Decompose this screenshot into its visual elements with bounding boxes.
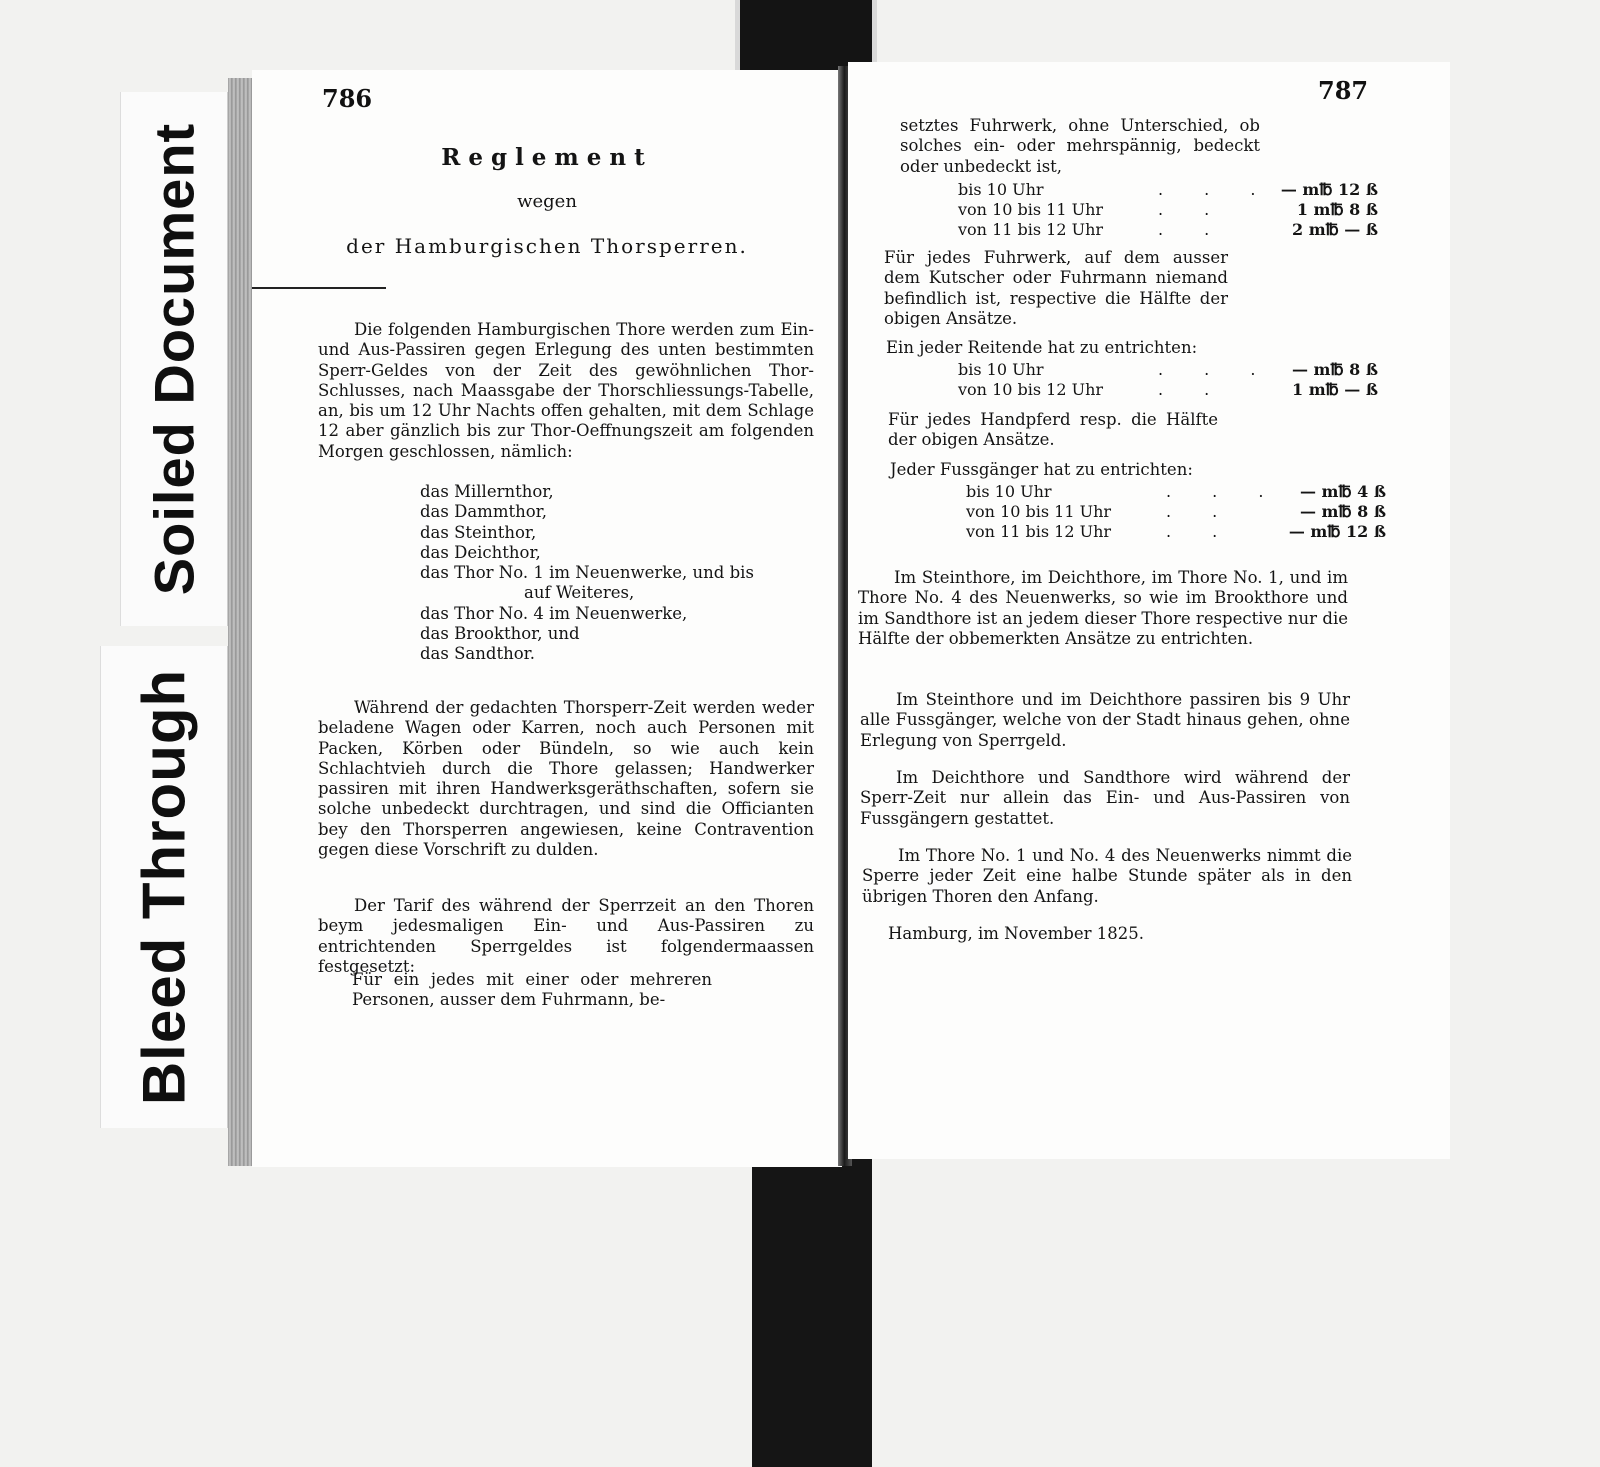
rate-dots: . . . xyxy=(1158,360,1274,379)
rate-label: bis 10 Uhr xyxy=(958,180,1044,199)
rate-label: von 10 bis 11 Uhr xyxy=(958,200,1104,219)
rate-label: von 11 bis 12 Uhr xyxy=(958,220,1104,239)
fuhrwerk-start-paragraph: Für ein jedes mit einer oder mehreren Personen, ausser dem Fuhrmann, be- xyxy=(352,970,712,1010)
rate-label: bis 10 Uhr xyxy=(966,482,1052,501)
rate-row xyxy=(958,180,1378,200)
gate-list xyxy=(420,482,820,665)
right-page xyxy=(848,62,1450,1159)
list-item: das Brookthor, und xyxy=(420,624,580,644)
rate-row xyxy=(958,360,1378,380)
9-uhr-paragraph: Im Steinthore und im Deichthore passiren bis 9 Uhr alle Fussgänger, welche von der Stadt hinaus gehen, ohne Erlegung von Sperrgeld. xyxy=(860,690,1350,750)
list-item: das Deichthor, xyxy=(420,542,541,562)
fussganger-paragraph: Jeder Fussgänger hat zu entrichten: xyxy=(890,460,1193,479)
title-rule xyxy=(252,287,386,289)
list-item: das Thor No. 4 im Neuenwerke, xyxy=(420,603,688,623)
page-subtitle: wegen xyxy=(517,191,577,212)
rate-row xyxy=(958,380,1378,400)
binding-ribbon-bottom xyxy=(752,1150,872,1467)
left-page xyxy=(252,70,842,1167)
fuhrwerk-paragraph: Für jedes Fuhrwerk, auf dem ausser dem Kutscher oder Fuhrmann niemand befindlich ist, respective die Hälfte der obigen Ansätze. xyxy=(884,248,1228,328)
rate-dots: . . xyxy=(1166,522,1236,541)
rate-label: bis 10 Uhr xyxy=(958,360,1044,379)
ribbon-edge xyxy=(735,0,740,80)
list-item: das Thor No. 1 im Neuenwerke, und bis xyxy=(420,563,754,583)
rate-row xyxy=(958,200,1378,220)
rate-value: — m℔ 12 ß xyxy=(1280,180,1378,199)
rate-dots: . . xyxy=(1158,380,1228,399)
continuation-paragraph: setztes Fuhrwerk, ohne Unterschied, ob solches ein- oder mehrspännig, bedeckt oder unbedeckt ist, xyxy=(900,116,1260,176)
list-item: auf Weiteres, xyxy=(524,583,635,603)
sperrzeit-paragraph: Während der gedachten Thorsperr-Zeit werden weder beladene Wagen oder Karren, noch auch Personen mit Packen, Körben oder Bündeln, so wie auch kein Schlachtvieh durch die Thore gelassen; Handwerker passiren mit ihren Handwerksgeräthschaften, sofern sie solche unbedeckt durchtragen, und sind die Officianten bey den Thorsperren angewiesen, keine Contravention gegen diese Vorschrift zu dulden. xyxy=(318,698,814,860)
closing-line: Hamburg, im November 1825. xyxy=(888,924,1144,943)
list-item: das Millernthor, xyxy=(420,482,554,501)
page-number-left: 786 xyxy=(322,84,373,113)
steinthore-paragraph: Im Steinthore, im Deichthore, im Thore No. 1, und im Thore No. 4 des Neuenwerks, so wie im Brookthore und im Sandthore ist an jedem dieser Thore respective nur die Hälfte der obbemerkten Ansätze zu entrichten. xyxy=(858,568,1348,648)
tag-soiled-document-label: Soiled Document xyxy=(142,122,206,596)
rate-label: von 11 bis 12 Uhr xyxy=(966,522,1112,541)
rate-value: — m℔ 4 ß xyxy=(1299,482,1386,501)
rate-dots: . . . xyxy=(1158,180,1274,199)
rate-row xyxy=(958,220,1378,240)
rate-value: — m℔ 12 ß xyxy=(1288,522,1386,541)
rate-row xyxy=(966,482,1386,502)
rate-value: 2 m℔ — ß xyxy=(1291,220,1378,239)
tag-soiled-document xyxy=(120,92,227,626)
list-item: das Steinthor, xyxy=(420,522,537,542)
rate-row xyxy=(966,522,1386,542)
page-number-right: 787 xyxy=(1318,76,1369,105)
rate-dots: . . . xyxy=(1166,482,1282,501)
rate-value: — m℔ 8 ß xyxy=(1291,360,1378,379)
page-title: Reglement xyxy=(441,144,653,171)
rate-label: von 10 bis 12 Uhr xyxy=(958,380,1104,399)
reitende-paragraph: Ein jeder Reitende hat zu entrichten: xyxy=(886,338,1198,357)
rate-value: — m℔ 8 ß xyxy=(1299,502,1386,521)
list-item: das Dammthor, xyxy=(420,502,547,522)
rate-value: 1 m℔ — ß xyxy=(1291,380,1378,399)
list-item: das Sandthor. xyxy=(420,644,535,664)
tarif-paragraph: Der Tarif des während der Sperrzeit an den Thoren beym jedesmaligen Ein- und Aus-Passiren zu entrichtenden Sperrgeldes ist folgendermaassen festgesetzt: xyxy=(318,896,814,976)
rate-dots: . . xyxy=(1166,502,1236,521)
rate-dots: . . xyxy=(1158,200,1228,219)
rate-dots: . . xyxy=(1158,220,1228,239)
neuenwerks-paragraph: Im Thore No. 1 und No. 4 des Neuenwerks nimmt die Sperre jeder Zeit eine halbe Stunde später als in den übrigen Thoren den Anfang. xyxy=(862,846,1352,906)
rate-value: 1 m℔ 8 ß xyxy=(1296,200,1378,219)
tag-bleed-through xyxy=(100,646,227,1128)
handpferd-paragraph: Für jedes Handpferd resp. die Hälfte der obigen Ansätze. xyxy=(888,410,1218,450)
rate-row xyxy=(966,502,1386,522)
page-heading: der Hamburgischen Thorsperren. xyxy=(346,234,748,258)
deichthore-paragraph: Im Deichthore und Sandthore wird während der Sperr-Zeit nur allein das Ein- und Aus-Passiren von Fussgängern gestattet. xyxy=(860,768,1350,828)
tag-bleed-through-label: Bleed Through xyxy=(130,668,198,1106)
rate-label: von 10 bis 11 Uhr xyxy=(966,502,1112,521)
intro-paragraph: Die folgenden Hamburgischen Thore werden zum Ein- und Aus-Passiren gegen Erlegung des unten bestimmten Sperr-Geldes von der Zeit des gewöhnlichen Thor-Schlusses, nach Maassgabe der Thorschliessungs-Tabelle, an, bis um 12 Uhr Nachts offen gehalten, mit dem Schlage 12 aber gänzlich bis zur Thor-Oeffnungszeit am folgenden Morgen geschlossen, nämlich: xyxy=(318,320,814,461)
